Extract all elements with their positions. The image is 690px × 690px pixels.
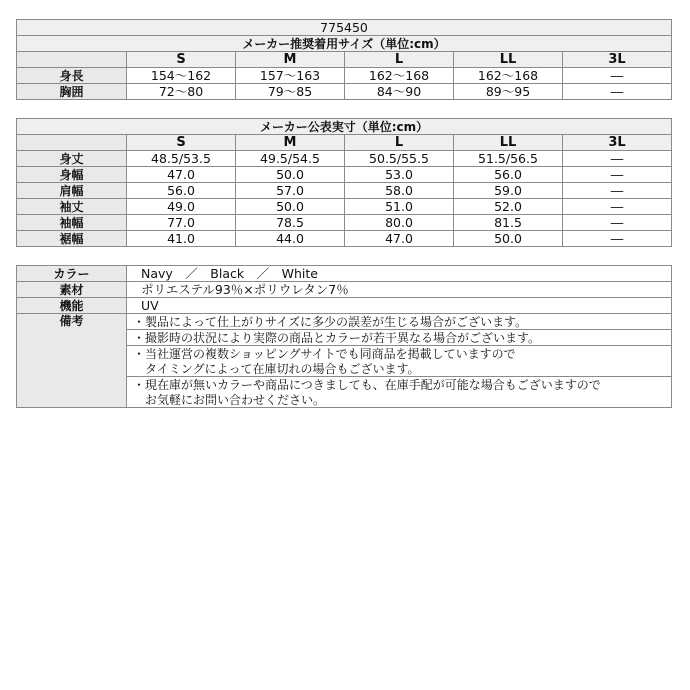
size-header-row (17, 52, 672, 68)
material-value: ポリエステル93％×ポリウレタン7％ (127, 282, 672, 298)
row-label: 身長 (17, 68, 127, 84)
table-cell: 48.5/53.5 (127, 151, 236, 167)
table-cell: ― (563, 84, 672, 100)
table-cell: 50.0 (236, 167, 345, 183)
corner-cell (17, 135, 127, 151)
material-row (17, 282, 672, 298)
table-cell: 52.0 (454, 199, 563, 215)
table-cell: 81.5 (454, 215, 563, 231)
table-cell: ― (563, 215, 672, 231)
material-label: 素材 (17, 282, 127, 298)
table-cell: 51.0 (345, 199, 454, 215)
color-row (17, 266, 672, 282)
note-line: お気軽にお問い合わせください。 (127, 392, 672, 408)
row-label: 袖幅 (17, 215, 127, 231)
size-header: S (127, 52, 236, 68)
table-cell: 56.0 (454, 167, 563, 183)
table-cell: ― (563, 151, 672, 167)
table-cell: ― (563, 183, 672, 199)
table-cell: 59.0 (454, 183, 563, 199)
table-cell: 162～168 (345, 68, 454, 84)
table-cell: 72～80 (127, 84, 236, 100)
actual-size-title: メーカー公表実寸（単位:cm） (17, 119, 672, 135)
table-cell: ― (563, 68, 672, 84)
actual-size-table (16, 118, 672, 247)
notes-row (17, 314, 672, 330)
size-header: L (345, 135, 454, 151)
corner-cell (17, 52, 127, 68)
table-cell: 50.0 (236, 199, 345, 215)
table-cell: ― (563, 199, 672, 215)
table-cell: 154～162 (127, 68, 236, 84)
row-label: 身丈 (17, 151, 127, 167)
row-label: 胸囲 (17, 84, 127, 100)
table-cell: 56.0 (127, 183, 236, 199)
product-info-table (16, 265, 672, 408)
note-line: ・製品によって仕上がりサイズに多少の誤差が生じる場合がございます。 (127, 314, 672, 330)
note-line: タイミングによって在庫切れの場合もございます。 (127, 361, 672, 377)
table-cell: 50.5/55.5 (345, 151, 454, 167)
table-cell: 79～85 (236, 84, 345, 100)
table-cell: 49.5/54.5 (236, 151, 345, 167)
size-header: M (236, 135, 345, 151)
table-cell: 84～90 (345, 84, 454, 100)
product-code: 775450 (17, 20, 672, 36)
recommended-size-title: メーカー推奨着用サイズ（単位:cm） (17, 36, 672, 52)
size-header: M (236, 52, 345, 68)
table-cell: 157～163 (236, 68, 345, 84)
note-line: ・現在庫が無いカラーや商品につきましても、在庫手配が可能な場合もございますので (127, 377, 672, 393)
note-line: ・当社運営の複数ショッピングサイトでも同商品を掲載していますので (127, 346, 672, 362)
table-row (17, 183, 672, 199)
table-cell: 57.0 (236, 183, 345, 199)
table-cell: 51.5/56.5 (454, 151, 563, 167)
function-label: 機能 (17, 298, 127, 314)
table-cell: 47.0 (345, 231, 454, 247)
row-label: 身幅 (17, 167, 127, 183)
size-header-row (17, 135, 672, 151)
table-cell: ― (563, 167, 672, 183)
table-row (17, 231, 672, 247)
note-line: ・撮影時の状況により実際の商品とカラーが若干異なる場合がございます。 (127, 330, 672, 346)
table-cell: 78.5 (236, 215, 345, 231)
size-header: 3L (563, 135, 672, 151)
table-cell: 58.0 (345, 183, 454, 199)
recommended-size-table (16, 19, 672, 100)
size-header: LL (454, 135, 563, 151)
table-row (17, 215, 672, 231)
table-cell: 47.0 (127, 167, 236, 183)
size-header: LL (454, 52, 563, 68)
table-row (17, 167, 672, 183)
row-label: 裾幅 (17, 231, 127, 247)
color-label: カラー (17, 266, 127, 282)
notes-label: 備考 (17, 314, 127, 408)
table-cell: 44.0 (236, 231, 345, 247)
size-header: 3L (563, 52, 672, 68)
size-header: L (345, 52, 454, 68)
row-label: 袖丈 (17, 199, 127, 215)
function-value: UV (127, 298, 672, 314)
row-label: 肩幅 (17, 183, 127, 199)
table-row (17, 84, 672, 100)
table-cell: ― (563, 231, 672, 247)
table-row (17, 68, 672, 84)
table-cell: 80.0 (345, 215, 454, 231)
table-cell: 162～168 (454, 68, 563, 84)
table-row (17, 151, 672, 167)
table-cell: 53.0 (345, 167, 454, 183)
table-cell: 77.0 (127, 215, 236, 231)
table-cell: 89～95 (454, 84, 563, 100)
table-cell: 50.0 (454, 231, 563, 247)
color-value: Navy ／ Black ／ White (127, 266, 672, 282)
size-header: S (127, 135, 236, 151)
table-cell: 41.0 (127, 231, 236, 247)
function-row (17, 298, 672, 314)
table-row (17, 199, 672, 215)
table-cell: 49.0 (127, 199, 236, 215)
